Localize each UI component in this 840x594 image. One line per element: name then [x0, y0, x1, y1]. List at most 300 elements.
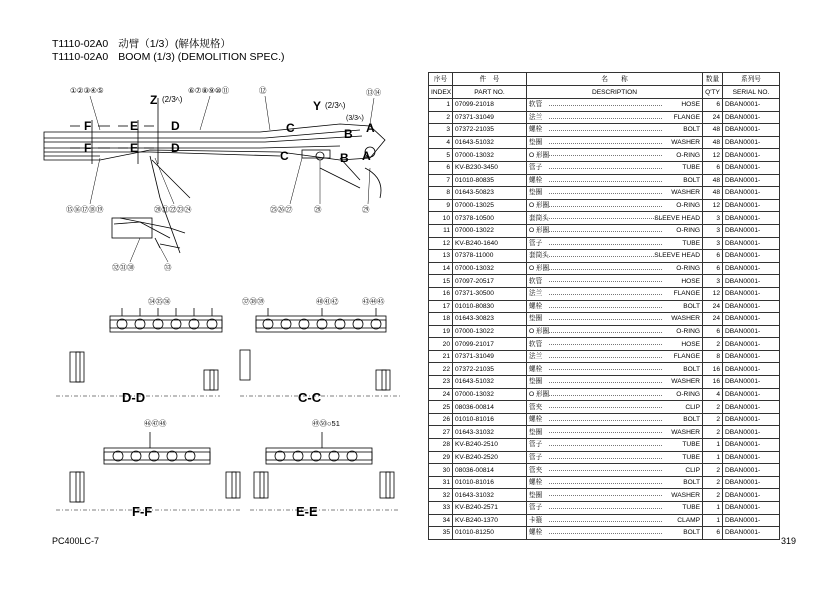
row-description-cn: 垫圈 — [529, 428, 543, 436]
row-description — [527, 502, 703, 515]
row-description — [527, 426, 703, 439]
row-description-en: BOLT — [683, 529, 700, 537]
row-description — [527, 300, 703, 313]
row-description-cn: 管子 — [529, 441, 543, 449]
row-description-en: SLEEVE HEAD — [654, 252, 700, 260]
table-row — [429, 439, 780, 452]
row-serial: DBAN0001- — [723, 325, 780, 338]
row-quantity: 1 — [703, 451, 723, 464]
table-row — [429, 401, 780, 414]
row-quantity: 48 — [703, 174, 723, 187]
callout-group-1: ①②③④⑤ — [70, 86, 104, 95]
row-description-cn: 管夹 — [529, 466, 543, 474]
row-description-cn: 管子 — [529, 453, 543, 461]
row-index: 16 — [429, 287, 453, 300]
callout-group-8: ㉘ — [314, 205, 322, 214]
table-row — [429, 287, 780, 300]
table-row — [429, 527, 780, 540]
table-row — [429, 489, 780, 502]
callout-group-2: ⑥⑦⑧⑨⑩⑪ — [188, 86, 230, 95]
view-z-label: Z — [150, 93, 158, 107]
row-part-number: 07000-13022 — [453, 325, 527, 338]
table-row — [429, 262, 780, 275]
view-z-note: (2/3ﾍ) — [162, 95, 183, 104]
row-index: 4 — [429, 136, 453, 149]
row-serial: DBAN0001- — [723, 439, 780, 452]
row-quantity: 6 — [703, 99, 723, 112]
row-index: 25 — [429, 401, 453, 414]
row-part-number: KV-B240-2571 — [453, 502, 527, 515]
row-leader-dots — [549, 382, 662, 383]
title-code-cn: T1110-02A0 — [52, 38, 109, 50]
row-index: 33 — [429, 502, 453, 515]
row-description-cn: 软管 — [529, 101, 543, 109]
row-index: 17 — [429, 300, 453, 313]
callout-group-14: ㊵㊶㊷ — [316, 297, 339, 306]
table-row — [429, 313, 780, 326]
section-label-ee: E-E — [296, 504, 318, 519]
table-row — [429, 212, 780, 225]
row-serial: DBAN0001- — [723, 413, 780, 426]
row-description-en: O-RING — [676, 151, 700, 159]
view-y-label: Y — [313, 99, 322, 113]
table-row — [429, 388, 780, 401]
row-description — [527, 350, 703, 363]
title-line-cn — [52, 38, 241, 50]
row-quantity: 2 — [703, 426, 723, 439]
row-index: 24 — [429, 388, 453, 401]
row-description-en: WASHER — [671, 428, 700, 436]
row-description-en: BOLT — [683, 176, 700, 184]
row-index: 8 — [429, 187, 453, 200]
row-description — [527, 224, 703, 237]
footer-model: PC400LC-7 — [52, 536, 100, 546]
table-row — [429, 199, 780, 212]
row-leader-dots — [549, 231, 662, 232]
table-row — [429, 476, 780, 489]
row-serial: DBAN0001- — [723, 464, 780, 477]
row-index: 15 — [429, 275, 453, 288]
row-serial: DBAN0001- — [723, 300, 780, 313]
row-serial: DBAN0001- — [723, 212, 780, 225]
row-part-number: KV-B230-3450 — [453, 161, 527, 174]
row-quantity: 12 — [703, 199, 723, 212]
row-description-cn: 螺栓 — [529, 302, 543, 310]
row-quantity: 12 — [703, 149, 723, 162]
table-row — [429, 224, 780, 237]
row-description — [527, 136, 703, 149]
callout-group-6: ⑳㉑㉒㉓㉔ — [154, 205, 192, 214]
row-serial: DBAN0001- — [723, 124, 780, 137]
row-part-number: 07000-13032 — [453, 262, 527, 275]
row-description-cn: 螺栓 — [529, 416, 543, 424]
row-description — [527, 376, 703, 389]
row-quantity: 48 — [703, 124, 723, 137]
row-part-number: 01010-81250 — [453, 527, 527, 540]
header-qty-en: Q'TY — [703, 86, 723, 99]
row-description-cn: 垫圈 — [529, 139, 543, 147]
row-leader-dots — [549, 281, 662, 282]
row-quantity: 3 — [703, 212, 723, 225]
row-description — [527, 149, 703, 162]
view-note-3: (3/3ﾍ) — [346, 115, 364, 122]
header-row-en — [429, 86, 780, 99]
row-quantity: 2 — [703, 338, 723, 351]
row-quantity: 2 — [703, 413, 723, 426]
row-index: 28 — [429, 439, 453, 452]
row-index: 5 — [429, 149, 453, 162]
table-row — [429, 413, 780, 426]
row-description-cn: 垫圈 — [529, 189, 543, 197]
row-description-en: WASHER — [671, 315, 700, 323]
row-description-cn: 法兰 — [529, 353, 543, 361]
row-part-number: 07000-13032 — [453, 149, 527, 162]
row-index: 10 — [429, 212, 453, 225]
row-description-cn: 法兰 — [529, 290, 543, 298]
section-label-dd: D-D — [122, 390, 146, 405]
section-mark-d1: D — [171, 119, 180, 133]
row-quantity: 48 — [703, 136, 723, 149]
row-part-number: 07371-31049 — [453, 111, 527, 124]
row-description — [527, 262, 703, 275]
section-mark-c2: C — [280, 149, 289, 163]
row-serial: DBAN0001- — [723, 502, 780, 515]
row-part-number: 07000-13025 — [453, 199, 527, 212]
row-index: 31 — [429, 476, 453, 489]
row-leader-dots — [549, 294, 662, 295]
table-row — [429, 149, 780, 162]
row-description-en: WASHER — [671, 491, 700, 499]
title-name-cn: 动臂（1/3）(解体规格） — [118, 38, 231, 50]
table-row — [429, 124, 780, 137]
row-part-number: KV-B240-1370 — [453, 514, 527, 527]
row-description-cn: 套筒头 — [529, 252, 549, 260]
row-quantity: 24 — [703, 111, 723, 124]
row-description-cn: 软管 — [529, 340, 543, 348]
row-leader-dots — [549, 533, 662, 534]
row-index: 2 — [429, 111, 453, 124]
row-quantity: 6 — [703, 527, 723, 540]
row-leader-dots — [549, 118, 662, 119]
table-row — [429, 350, 780, 363]
header-desc-en: DESCRIPTION — [527, 86, 703, 99]
row-part-number: 01010-80830 — [453, 300, 527, 313]
row-description-en: BOLT — [683, 416, 700, 424]
table-row — [429, 514, 780, 527]
row-serial: DBAN0001- — [723, 199, 780, 212]
callout-group-5: ⑮⑯⑰⑱⑲ — [66, 205, 104, 214]
row-part-number: 07000-13022 — [453, 224, 527, 237]
row-description-en: FLANGE — [673, 290, 700, 298]
row-description-cn: 垫圈 — [529, 315, 543, 323]
row-description-en: HOSE — [681, 340, 700, 348]
callout-group-17: ㊾㊿○51 — [312, 419, 340, 428]
title-code-en: T1110-02A0 — [52, 51, 109, 63]
row-part-number: 07378-10500 — [453, 212, 527, 225]
row-description-cn: O 形圈 — [529, 151, 550, 159]
row-description — [527, 527, 703, 540]
row-description — [527, 287, 703, 300]
row-quantity: 24 — [703, 300, 723, 313]
row-leader-dots — [549, 483, 662, 484]
row-serial: DBAN0001- — [723, 313, 780, 326]
row-part-number: 07099-21017 — [453, 338, 527, 351]
row-description-en: CLIP — [685, 466, 700, 474]
row-quantity: 6 — [703, 250, 723, 263]
section-mark-c1: C — [286, 121, 295, 135]
row-index: 23 — [429, 376, 453, 389]
row-quantity: 48 — [703, 187, 723, 200]
row-leader-dots — [549, 395, 662, 396]
row-leader-dots — [549, 344, 662, 345]
row-description — [527, 99, 703, 112]
table-row — [429, 237, 780, 250]
row-quantity: 2 — [703, 476, 723, 489]
row-description-en: TUBE — [682, 239, 700, 247]
row-description — [527, 174, 703, 187]
row-description — [527, 439, 703, 452]
row-description-en: O-RING — [676, 327, 700, 335]
row-description-cn: O 形圈 — [529, 227, 550, 235]
row-quantity: 4 — [703, 388, 723, 401]
title-name-en: BOOM (1/3) (DEMOLITION SPEC.) — [118, 51, 285, 63]
row-serial: DBAN0001- — [723, 401, 780, 414]
row-description-en: BOLT — [683, 365, 700, 373]
row-part-number: 07000-13032 — [453, 388, 527, 401]
row-part-number: 07372-21035 — [453, 124, 527, 137]
row-description-cn: 法兰 — [529, 113, 543, 121]
row-description-en: TUBE — [682, 164, 700, 172]
row-description-en: O-RING — [676, 227, 700, 235]
callout-group-15: ㊸㊹㊺ — [362, 297, 385, 306]
footer-page-number: 319 — [781, 536, 797, 546]
parts-table — [428, 72, 780, 540]
row-description-en: O-RING — [676, 202, 700, 210]
row-serial: DBAN0001- — [723, 287, 780, 300]
row-leader-dots — [549, 495, 662, 496]
row-serial: DBAN0001- — [723, 350, 780, 363]
section-mark-e1: E — [130, 119, 139, 133]
row-part-number: KV-B240-2510 — [453, 439, 527, 452]
row-leader-dots — [549, 307, 662, 308]
row-part-number: 07371-30500 — [453, 287, 527, 300]
row-part-number: 07097-20517 — [453, 275, 527, 288]
row-leader-dots — [549, 445, 662, 446]
row-description-cn: O 形圈 — [529, 390, 550, 398]
row-serial: DBAN0001- — [723, 262, 780, 275]
row-part-number: 07099-21018 — [453, 99, 527, 112]
row-part-number: 07378-11000 — [453, 250, 527, 263]
row-leader-dots — [549, 458, 662, 459]
row-serial: DBAN0001- — [723, 99, 780, 112]
row-description-en: CLAMP — [677, 516, 700, 524]
callout-group-7: ㉕㉖㉗ — [270, 205, 293, 214]
callout-group-10: ㉜㉛㉚ — [112, 263, 135, 272]
row-description — [527, 275, 703, 288]
row-description-cn: 管子 — [529, 504, 543, 512]
row-description — [527, 489, 703, 502]
row-quantity: 24 — [703, 313, 723, 326]
row-part-number: 07371-31049 — [453, 350, 527, 363]
row-leader-dots — [549, 432, 662, 433]
row-part-number: 08036-00814 — [453, 401, 527, 414]
row-serial: DBAN0001- — [723, 476, 780, 489]
section-mark-b2: B — [340, 151, 349, 165]
row-quantity: 3 — [703, 275, 723, 288]
row-description-cn: 螺栓 — [529, 479, 543, 487]
row-description-en: BOLT — [683, 302, 700, 310]
callout-group-13: ㊲㊳㊴ — [242, 297, 265, 306]
table-row — [429, 363, 780, 376]
row-leader-dots — [549, 420, 662, 421]
section-mark-d2: D — [171, 141, 180, 155]
row-leader-dots — [549, 332, 662, 333]
row-description — [527, 388, 703, 401]
row-serial: DBAN0001- — [723, 237, 780, 250]
row-index: 30 — [429, 464, 453, 477]
row-part-number: 01643-30823 — [453, 313, 527, 326]
row-leader-dots — [549, 269, 662, 270]
row-description-en: O-RING — [676, 265, 700, 273]
row-index: 21 — [429, 350, 453, 363]
row-leader-dots — [549, 256, 662, 257]
row-leader-dots — [549, 168, 662, 169]
row-serial: DBAN0001- — [723, 174, 780, 187]
row-part-number: 01643-50823 — [453, 187, 527, 200]
row-serial: DBAN0001- — [723, 451, 780, 464]
row-description — [527, 514, 703, 527]
table-row — [429, 451, 780, 464]
row-part-number: 07372-21035 — [453, 363, 527, 376]
row-quantity: 3 — [703, 224, 723, 237]
row-index: 13 — [429, 250, 453, 263]
row-serial: DBAN0001- — [723, 224, 780, 237]
row-index: 34 — [429, 514, 453, 527]
section-mark-b1: B — [344, 127, 353, 141]
header-serial-cn: 系列号 — [723, 73, 780, 86]
row-description — [527, 338, 703, 351]
table-row — [429, 426, 780, 439]
row-index: 6 — [429, 161, 453, 174]
row-part-number: 01010-80835 — [453, 174, 527, 187]
row-quantity: 8 — [703, 350, 723, 363]
row-index: 19 — [429, 325, 453, 338]
row-leader-dots — [549, 206, 662, 207]
row-serial: DBAN0001- — [723, 187, 780, 200]
row-description — [527, 476, 703, 489]
row-description-cn: O 形圈 — [529, 327, 550, 335]
table-row — [429, 338, 780, 351]
row-part-number: 01643-31032 — [453, 426, 527, 439]
table-row — [429, 99, 780, 112]
row-description — [527, 250, 703, 263]
row-leader-dots — [549, 470, 662, 471]
row-description — [527, 124, 703, 137]
view-y-note: (2/3ﾍ) — [325, 101, 346, 110]
row-description-cn: 垫圈 — [529, 491, 543, 499]
row-part-number: 01643-51032 — [453, 136, 527, 149]
row-part-number: 01643-31032 — [453, 489, 527, 502]
header-row-cn — [429, 73, 780, 86]
row-description-en: BOLT — [683, 479, 700, 487]
parts-diagram — [40, 68, 425, 538]
row-quantity: 2 — [703, 401, 723, 414]
row-description — [527, 237, 703, 250]
row-serial: DBAN0001- — [723, 514, 780, 527]
row-description-en: CLIP — [685, 403, 700, 411]
header-index-cn: 序号 — [429, 73, 453, 86]
row-leader-dots — [549, 521, 662, 522]
row-index: 29 — [429, 451, 453, 464]
row-part-number: 01643-51032 — [453, 376, 527, 389]
row-index: 3 — [429, 124, 453, 137]
row-serial: DBAN0001- — [723, 275, 780, 288]
row-description-cn: 垫圈 — [529, 378, 543, 386]
table-row — [429, 174, 780, 187]
parts-table-body — [429, 99, 780, 540]
row-leader-dots — [549, 407, 662, 408]
row-description-en: FLANGE — [673, 113, 700, 121]
table-row — [429, 325, 780, 338]
row-description — [527, 413, 703, 426]
row-description — [527, 325, 703, 338]
row-part-number: KV-B240-2520 — [453, 451, 527, 464]
row-description — [527, 111, 703, 124]
section-label-ff: F-F — [132, 504, 153, 519]
table-row — [429, 502, 780, 515]
row-serial: DBAN0001- — [723, 250, 780, 263]
row-description-cn: 卡箍 — [529, 516, 543, 524]
table-row — [429, 111, 780, 124]
row-leader-dots — [549, 218, 662, 219]
row-index: 18 — [429, 313, 453, 326]
header-index-en: INDEX — [429, 86, 453, 99]
row-quantity: 12 — [703, 287, 723, 300]
callout-group-12: ㉞㉟㊱ — [148, 297, 171, 306]
row-index: 9 — [429, 199, 453, 212]
row-index: 14 — [429, 262, 453, 275]
row-description-en: HOSE — [681, 277, 700, 285]
header-serial-en: SERIAL NO. — [723, 86, 780, 99]
row-serial: DBAN0001- — [723, 376, 780, 389]
row-index: 1 — [429, 99, 453, 112]
row-description-cn: O 形圈 — [529, 202, 550, 210]
row-index: 27 — [429, 426, 453, 439]
row-index: 7 — [429, 174, 453, 187]
row-quantity: 1 — [703, 514, 723, 527]
row-serial: DBAN0001- — [723, 149, 780, 162]
row-description-en: TUBE — [682, 453, 700, 461]
row-leader-dots — [549, 357, 662, 358]
row-leader-dots — [549, 244, 662, 245]
table-row — [429, 187, 780, 200]
row-description — [527, 212, 703, 225]
table-row — [429, 300, 780, 313]
section-mark-e2: E — [130, 141, 139, 155]
row-quantity: 16 — [703, 363, 723, 376]
row-part-number: 01010-81016 — [453, 476, 527, 489]
row-serial: DBAN0001- — [723, 527, 780, 540]
row-description — [527, 199, 703, 212]
row-description — [527, 464, 703, 477]
row-quantity: 6 — [703, 161, 723, 174]
header-part-cn: 件 号 — [453, 73, 527, 86]
row-leader-dots — [549, 155, 662, 156]
row-serial: DBAN0001- — [723, 161, 780, 174]
row-part-number: 01010-81016 — [453, 413, 527, 426]
row-serial: DBAN0001- — [723, 136, 780, 149]
callout-group-9: ㉙ — [362, 205, 370, 214]
